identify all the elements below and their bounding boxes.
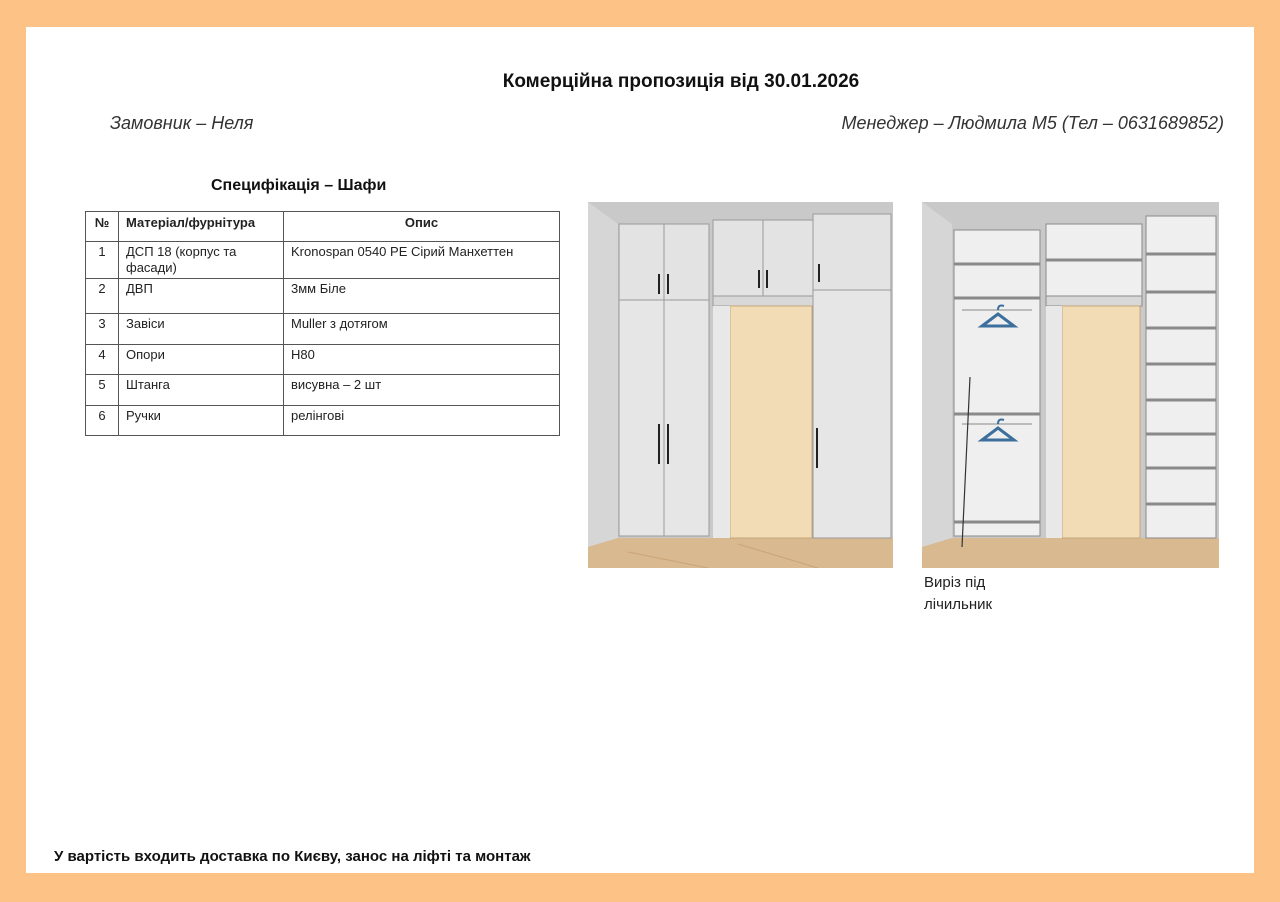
row-num: 4 xyxy=(86,345,119,375)
meter-cutout-note xyxy=(924,572,992,616)
wardrobe-render-closed xyxy=(588,202,893,568)
row-num: 2 xyxy=(86,279,119,314)
row-description: висувна – 2 шт xyxy=(284,375,560,406)
note-line-2: лічильник xyxy=(924,596,993,613)
header-material: Матеріал/фурнітура xyxy=(119,212,284,242)
row-num: 1 xyxy=(86,242,119,279)
table-row xyxy=(86,406,560,436)
row-material: Опори xyxy=(119,345,284,375)
row-description: Н80 xyxy=(284,345,560,375)
row-num: 6 xyxy=(86,406,119,436)
table-row xyxy=(86,242,560,279)
wardrobe-render-open xyxy=(922,202,1219,568)
row-description: Kronospan 0540 PE Сірий Манхеттен xyxy=(284,242,560,279)
row-material: ДВП xyxy=(119,279,284,314)
document-page xyxy=(26,27,1254,873)
footer-note: У вартість входить доставка по Києву, занос на ліфті та монтаж xyxy=(54,848,531,865)
header-description: Опис xyxy=(284,212,560,242)
document-title: Комерційна пропозиція від 30.01.2026 xyxy=(502,71,860,92)
row-material: Ручки xyxy=(119,406,284,436)
note-line-1: Виріз під xyxy=(924,574,986,591)
row-material: Завіси xyxy=(119,314,284,345)
table-row xyxy=(86,375,560,406)
manager-label: Менеджер – Людмила М5 (Тел – 0631689852) xyxy=(841,113,1224,133)
customer-label: Замовник – Неля xyxy=(110,113,254,133)
table-row xyxy=(86,345,560,375)
row-num: 5 xyxy=(86,375,119,406)
row-material: Штанга xyxy=(119,375,284,406)
row-description: Muller з дотягом xyxy=(284,314,560,345)
header-num: № xyxy=(86,212,119,242)
table-row xyxy=(86,279,560,314)
spec-header-row xyxy=(86,212,560,242)
row-description: релінгові xyxy=(284,406,560,436)
row-num: 3 xyxy=(86,314,119,345)
table-row xyxy=(86,314,560,345)
row-description: 3мм Біле xyxy=(284,279,560,314)
row-material: ДСП 18 (корпус та фасади) xyxy=(119,242,284,279)
spec-title: Специфікація – Шафи xyxy=(211,177,387,194)
spec-table xyxy=(85,211,560,436)
